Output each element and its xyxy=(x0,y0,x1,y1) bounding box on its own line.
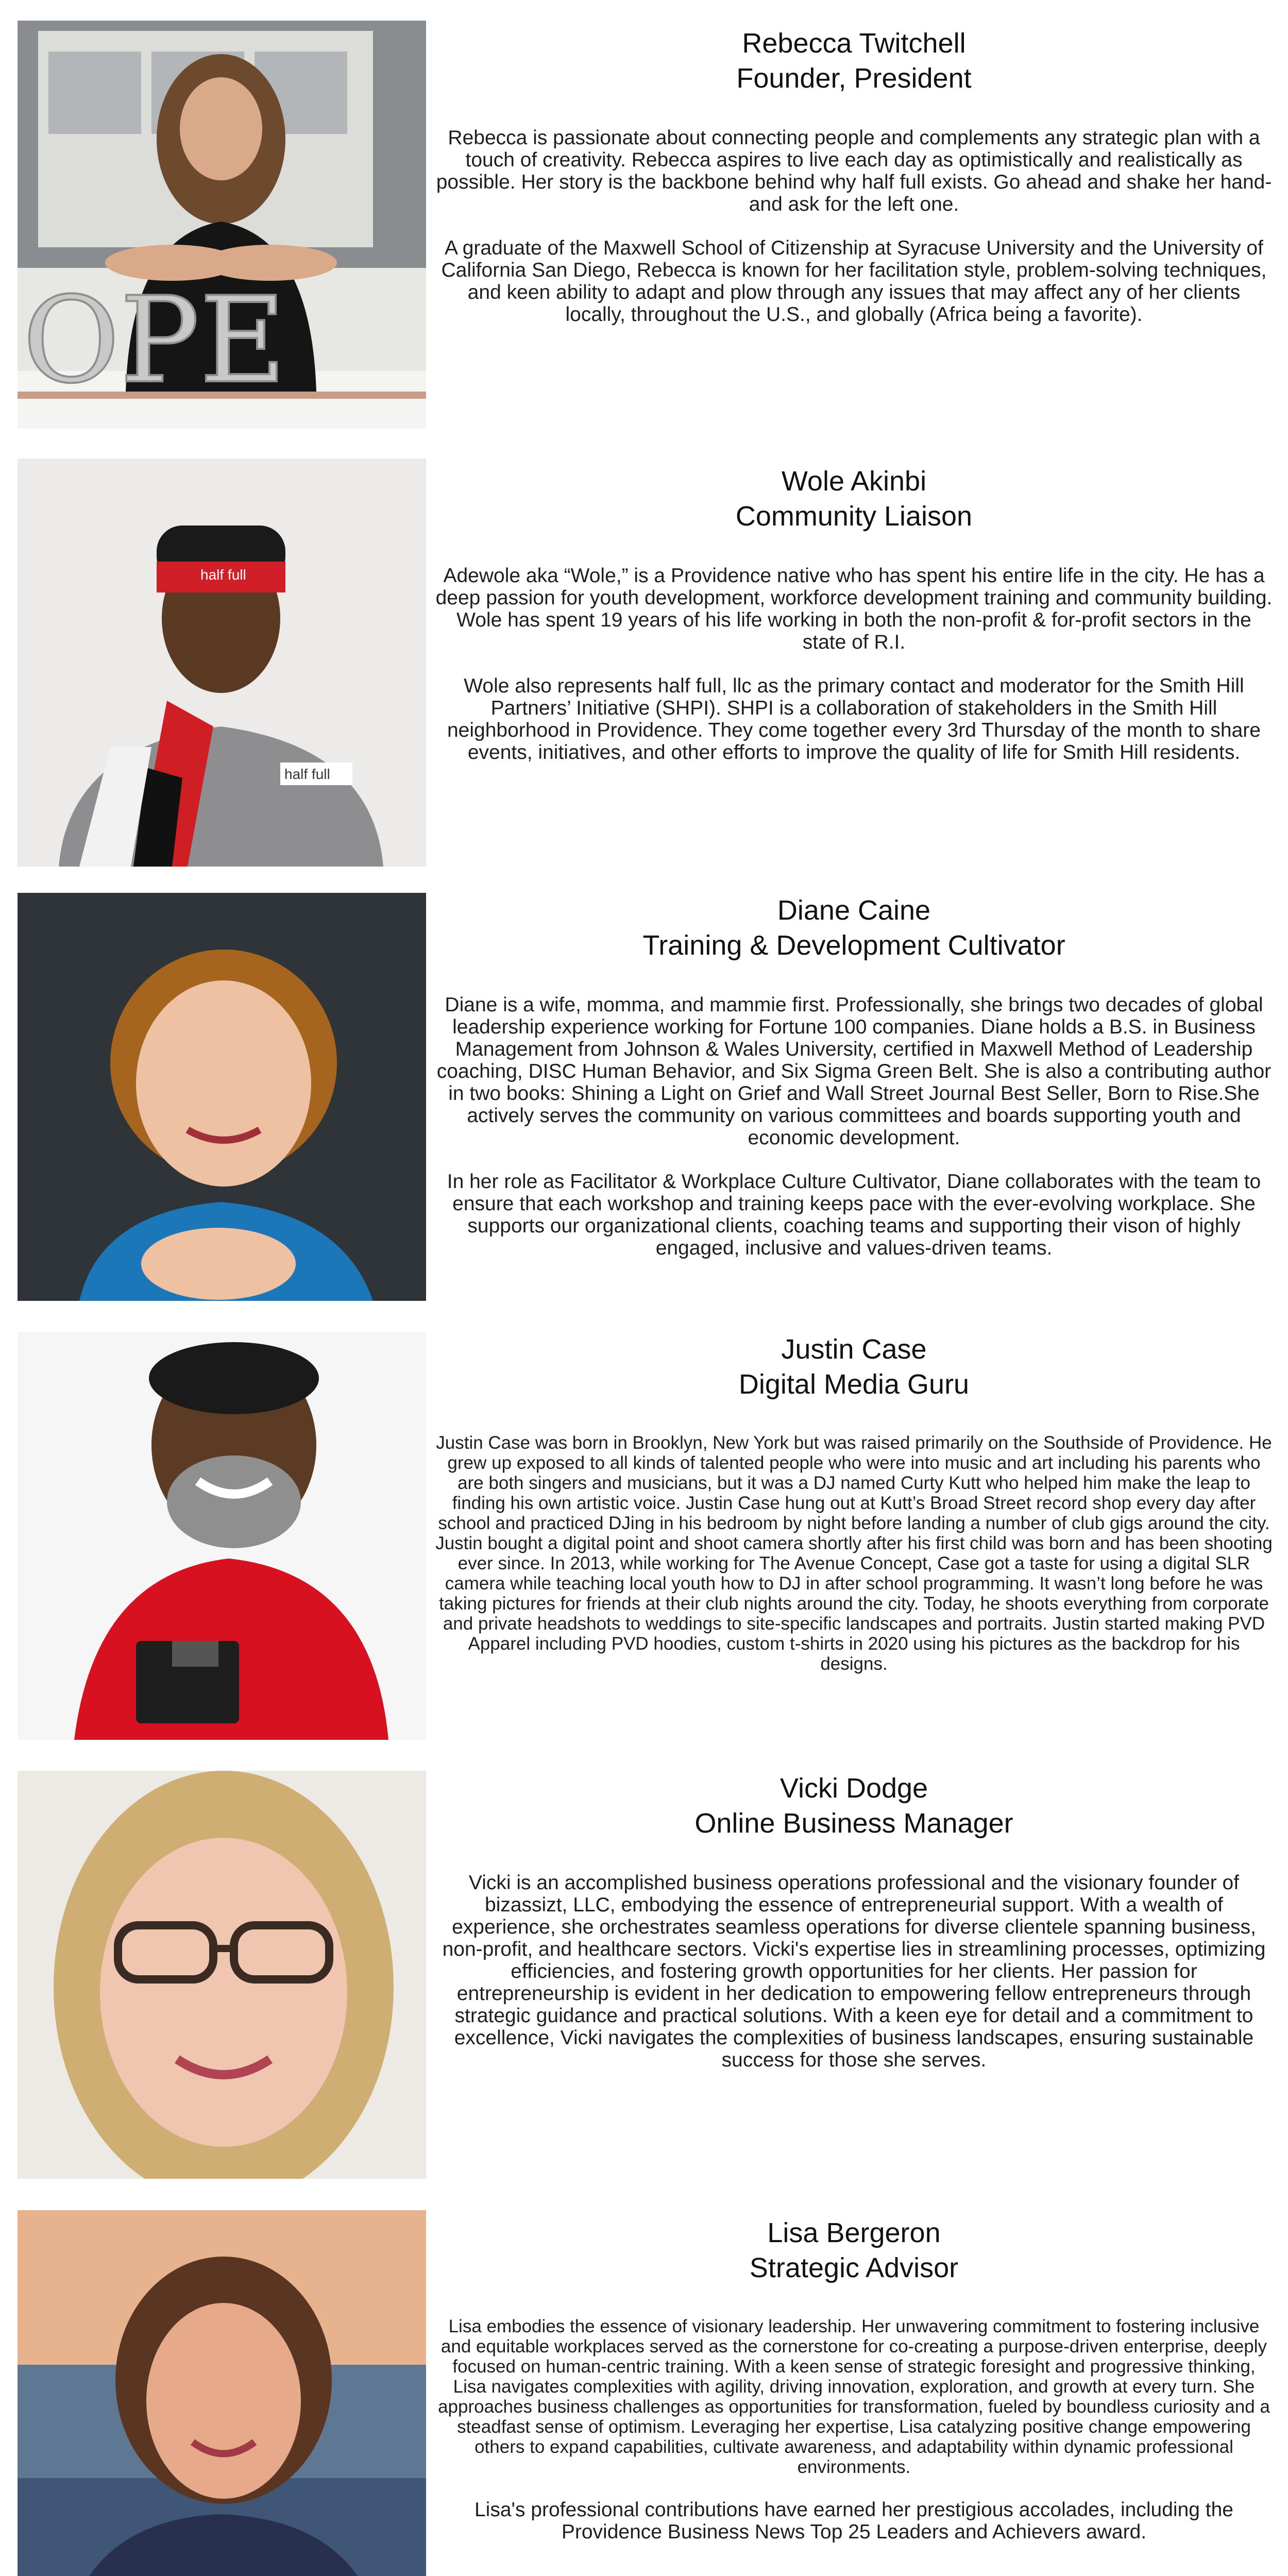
vicki-dodge-bio xyxy=(435,1771,1273,2071)
member-role: Digital Media Guru xyxy=(738,1369,970,1400)
bio-paragraph: Justin Case was born in Brooklyn, New York but was raised primarily on the Southside of Providence. He grew up exposed to all kinds of talented people who were into music and art including his parents who are both singers and musicians, but it was a DJ named Curty Kutt who helped him make the leap to finding his own artistic voice. Justin Case hung out at Kutt’s Broad Street record shop every day after school and practiced DJing in his bedroom by night before landing a number of club gigs around the city. Justin bought a digital point and shoot camera shortly after his first child was born and has been shooting ever since. In 2013, while working for The Avenue Concept, Case got a taste for using a digital SLR camera while teaching local youth how to DJ in after school programming. It wasn’t long before he was taking pictures for friends at their club nights around the city. Today, he shoots everything from corporate and private headshots to weddings to site-specific landscapes and portraits. Justin started making PVD Apparel including PVD hoodies, custom t-shirts in 2020 using his pictures as the backdrop for his designs. xyxy=(435,1433,1273,1674)
bio-paragraph: A graduate of the Maxwell School of Citizenship at Syracuse University and the University of California San Diego, Rebecca is known for her facilitation style, problem-solving techniques, and keen ability to adapt and plow through any issues that may affect any of her clients locally, throughout the U.S., and globally (Africa being a favorite). xyxy=(441,237,1267,326)
bio-paragraph: Diane is a wife, momma, and mammie first. Professionally, she brings two decades of global leadership experience working for Fortune 100 companies. Diane holds a B.S. in Business Management from Johnson & Wales University, certified in Maxwell Method of Leadership coaching, DISC Human Behavior, and Six Sigma Green Belt. She is also a contributing author in two books: Shining a Light on Grief and Wall Street Journal Best Seller, Born to Rise.She actively serves the community on various committees and boards supporting youth and economic development. xyxy=(436,994,1272,1149)
wole-akinbi-bio xyxy=(435,464,1273,764)
vicki-dodge-portrait xyxy=(18,1771,426,2179)
bio-paragraph: Adewole aka “Wole,” is a Providence native who has spent his entire life in the city. He has a deep passion for youth development, workforce development training and community building. Wole has spent 19 years of his life working in both the non-profit & for-profit sectors in the state of R.I. xyxy=(435,565,1273,653)
diane-caine-bio xyxy=(435,893,1273,1259)
member-role: Community Liaison xyxy=(735,501,973,532)
wole-akinbi-photo xyxy=(18,459,426,867)
justin-case-bio xyxy=(435,1332,1273,1674)
hat-logo-text: half full xyxy=(200,567,246,583)
team-member-wole-akinbi xyxy=(0,459,1288,871)
justin-case-photo xyxy=(18,1332,426,1740)
member-name: Lisa Bergeron xyxy=(767,2217,941,2248)
rebecca-twitchell-bio xyxy=(435,26,1273,326)
member-role: Strategic Advisor xyxy=(749,2252,959,2283)
lisa-bergeron-photo xyxy=(18,2210,426,2576)
lisa-bergeron-bio xyxy=(435,2215,1273,2543)
rebecca-twitchell-photo xyxy=(18,21,426,429)
bio-paragraph: Lisa embodies the essence of visionary leadership. Her unwavering commitment to fostering inclusive and equitable workplaces served as the cornerstone for co-creating a purpose-driven enterprise, deeply focused on human-centric training. With a keen sense of strategic foresight and progressive thinking, Lisa navigates complexities with agility, driving innovation, exploration, and growth at every turn. She approaches business challenges as opportunities for transformation, fueled by boundless curiosity and a steadfast sense of optimism. Leveraging her expertise, Lisa catalyzing positive change empowering others to expand capabilities, cultivate awareness, and adaptability within dynamic professional environments. xyxy=(438,2316,1270,2477)
member-name: Vicki Dodge xyxy=(779,1773,928,1804)
bio-paragraph: Vicki is an accomplished business operations professional and the visionary founder of bizassizt, LLC, embodying the essence of entrepreneurial support. With a wealth of experience, she orchestrates seamless operations for diverse clientele spanning business, non-profit, and healthcare sectors. Vicki's expertise lies in streamlining processes, optimizing efficiencies, and fostering growth opportunities for her clients. Her passion for entrepreneurship is evident in her dedication to empowering fellow entrepreneurs through strategic guidance and practical solutions. With a keen eye for detail and a commitment to excellence, Vicki navigates the complexities of business landscapes, ensuring sustainable success for those she serves. xyxy=(442,1872,1266,2071)
shirt-logo-text: half full xyxy=(284,766,330,782)
bio-paragraph: Lisa's professional contributions have earned her prestigious accolades, including the Providence Business News Top 25 Leaders and Achievers award. xyxy=(474,2499,1233,2543)
team-member-rebecca-twitchell xyxy=(0,21,1288,433)
bio-paragraph: Wole also represents half full, llc as the primary contact and moderator for the Smith Hill Partners’ Initiative (SHPI). SHPI is a collaboration of stakeholders in the Smith Hill neighborhood in Providence. They come together every 3rd Thursday of the month to share events, initiatives, and other efforts to improve the quality of life for Smith Hill residents. xyxy=(447,675,1261,764)
team-member-diane-caine xyxy=(0,893,1288,1305)
team-member-vicki-dodge xyxy=(0,1771,1288,2183)
lisa-bergeron-portrait xyxy=(18,2210,426,2576)
bio-paragraph: In her role as Facilitator & Workplace Culture Cultivator, Diane collaborates with the team to ensure that each workshop and training keeps pace with the ever-evolving workplace. She supports our organizational clients, coaching teams and supporting their vison of highly engaged, inclusive and values-driven teams. xyxy=(447,1171,1261,1259)
member-name: Wole Akinbi xyxy=(781,466,927,497)
svg-text:OPE: OPE xyxy=(23,272,286,410)
member-name: Diane Caine xyxy=(777,895,931,926)
rebecca-twitchell-portrait xyxy=(18,21,426,429)
diane-caine-portrait xyxy=(18,893,426,1301)
wole-akinbi-portrait xyxy=(18,459,426,867)
bio-paragraph: Rebecca is passionate about connecting people and complements any strategic plan with a touch of creativity. Rebecca aspires to live each day as optimistically and realistically as possible. Her story is the backbone behind why half full exists. Go ahead and shake her hand- and ask for the left one. xyxy=(436,127,1272,215)
vicki-dodge-photo xyxy=(18,1771,426,2179)
member-name: Rebecca Twitchell xyxy=(742,28,966,59)
team-member-lisa-bergeron xyxy=(0,2210,1288,2576)
member-name: Justin Case xyxy=(781,1334,927,1365)
team-member-justin-case xyxy=(0,1332,1288,1744)
member-role: Online Business Manager xyxy=(694,1808,1013,1839)
justin-case-portrait xyxy=(18,1332,426,1740)
member-role: Training & Development Cultivator xyxy=(642,930,1065,961)
diane-caine-photo xyxy=(18,893,426,1301)
member-role: Founder, President xyxy=(736,63,972,94)
